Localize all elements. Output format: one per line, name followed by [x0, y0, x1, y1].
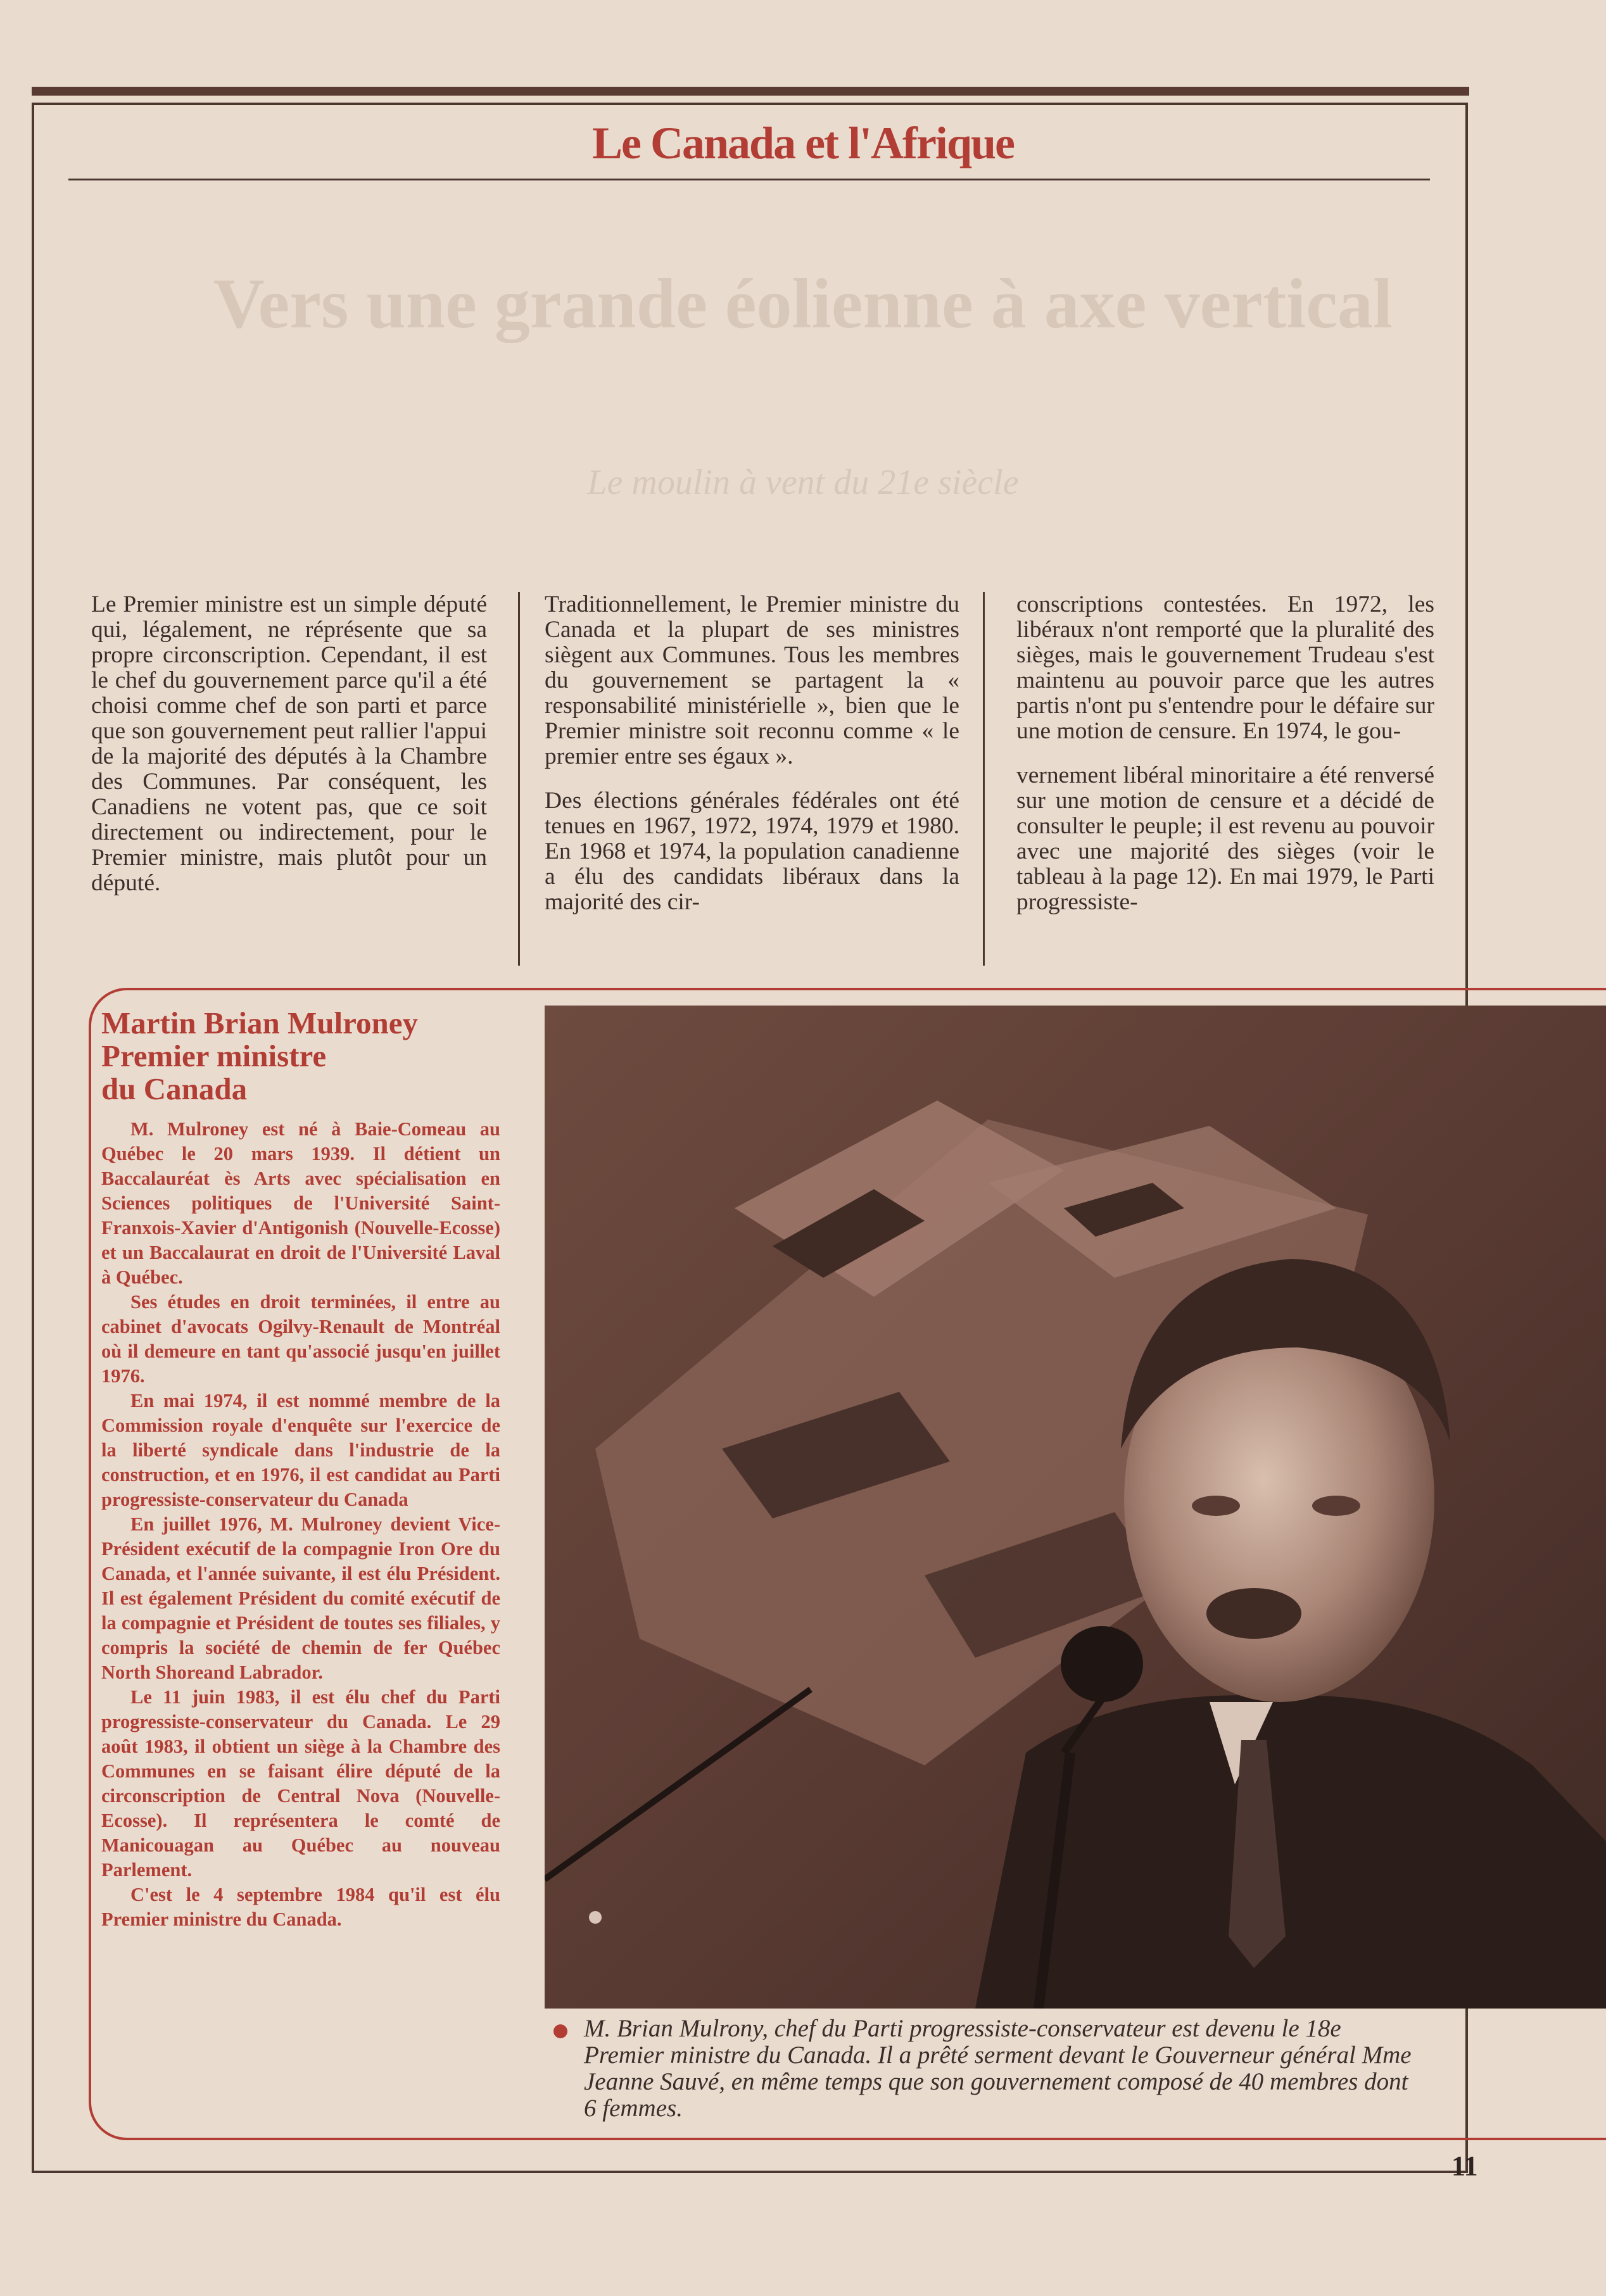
article-column-1: [91, 592, 487, 915]
speaker-portrait-illustration: [545, 1006, 1606, 2009]
column-divider: [518, 592, 520, 966]
ghost-heading: Vers une grande éolienne à axe vertical: [213, 265, 1393, 343]
article-paragraph: Traditionnellement, le Premier ministre du Canada et la plupart de ses ministres siègent aux Communes. Tous les membres du gouvernement se partagent la « responsabilité ministérielle », bien que le Premier ministre soit reconnu comme « le premier entre ses égaux ».: [545, 591, 959, 769]
bio-heading-name: Martin Brian Mulroney: [101, 1006, 418, 1040]
article-column-2: [545, 592, 959, 934]
bio-paragraph: Le 11 juin 1983, il est élu chef du Parti progressiste-conservateur du Canada. Le 29 août 1983, il obtient un siège à la Chambre des Communes en se faisant élire député de la circonscription de Central Nova (Nouvelle-Ecosse). Il représentera le comté de Manicouagan au Québec au nouveau Parlement.: [101, 1686, 500, 1881]
top-bar: [32, 87, 1469, 96]
article-paragraph: vernement libéral minoritaire a été renversé sur une motion de censure et a décidé de consulter le peuple; il est revenu au pouvoir avec une majorité des sièges (voir le tableau à la page 12). En mai 1979, le Parti progressiste-: [1016, 762, 1434, 915]
bio-paragraph: M. Mulroney est né à Baie-Comeau au Québec le 20 mars 1939. Il détient un Baccalauréat ès Arts avec spécialisation en Sciences politiques de l'Université Saint-Franxois-Xavier d'Antigonish (Nouvelle-Ecosse) et un Baccalaurat en droit de l'Université Laval à Québec.: [101, 1118, 500, 1288]
ghost-subheading: Le moulin à vent du 21e siècle: [587, 463, 1019, 502]
bio-paragraph: Ses études en droit terminées, il entre au cabinet d'avocats Ogilvy-Renault de Montréal où il demeure en tant qu'associé jusqu'en juillet 1976.: [101, 1291, 500, 1387]
mulroney-photo: [545, 1006, 1606, 2009]
photo-caption: [552, 2015, 1426, 2122]
article-paragraph: Des élections générales fédérales ont été tenues en 1967, 1972, 1974, 1979 et 1980. En 1968 et 1974, la population canadienne a élu des candidats libéraux dans la majorité des cir-: [545, 788, 959, 915]
page-number: 11: [1451, 2150, 1478, 2181]
bio-heading-country: du Canada: [101, 1071, 248, 1106]
column-divider: [983, 592, 985, 966]
bio-heading-role: Premier ministre: [101, 1038, 327, 1073]
section-title: Le Canada et l'Afrique: [592, 118, 1014, 168]
bio-paragraph: En juillet 1976, M. Mulroney devient Vice-Président exécutif de la compagnie Iron Ore du Canada, et l'année suivante, il est élu Président. Il est également Président du comité exécutif de la compagnie et Président de toutes ses filiales, y compris la société de chemin de fer Québec North Shoreand Labrador.: [101, 1513, 500, 1683]
article-column-3: [1016, 592, 1434, 934]
title-rule: [68, 179, 1430, 180]
bio-paragraph: C'est le 4 septembre 1984 qu'il est élu Premier ministre du Canada.: [101, 1884, 500, 1930]
bio-heading: [101, 1007, 500, 1106]
bio-sidebar: [101, 1007, 500, 1932]
article-paragraph: Le Premier ministre est un simple député qui, légalement, ne réprésente que sa propre circonscription. Cependant, il est le chef du gouvernement parce qu'il a été choisi comme chef de son parti et parce que son gouvernement peut rallier l'appui de la majorité des députés à la Chambre des Communes. Par conséquent, les Canadiens ne votent pas, que ce soit directement ou indirectement, pour le Premier ministre, mais plutôt pour un député.: [91, 591, 487, 896]
caption-text: M. Brian Mulrony, chef du Parti progressiste-conservateur est devenu le 18e Premier ministre du Canada. Il a prêté serment devant le Gouverneur général Mme Jeanne Sauvé, en même temps que son gouvernement composé de 40 membres dont 6 femmes.: [584, 2015, 1412, 2122]
article-paragraph: conscriptions contestées. En 1972, les libéraux n'ont remporté que la pluralité des sièges, mais le gouvernement Trudeau s'est maintenu au pouvoir parce que les autres partis n'ont pu s'entendre pour le défaire sur une motion de censure. En 1974, le gou-: [1016, 591, 1434, 744]
bio-paragraph: En mai 1974, il est nommé membre de la Commission royale d'enquête sur l'exercice de la liberté syndicale dans l'industrie de la construction, et en 1976, il est candidat au Parti progressiste-conservateur du Canada: [101, 1390, 500, 1510]
